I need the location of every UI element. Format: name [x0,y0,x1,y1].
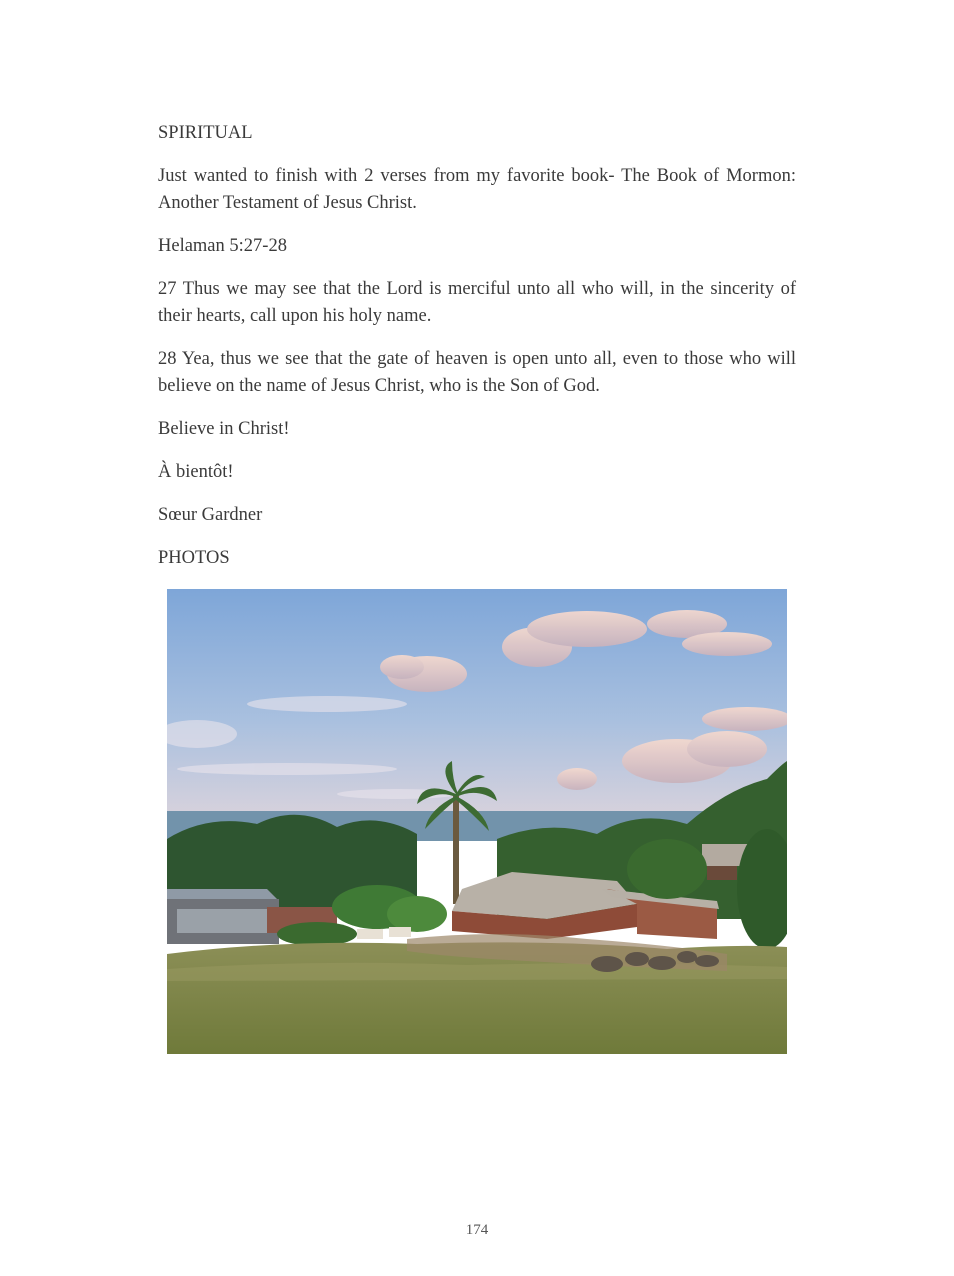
scripture-reference: Helaman 5:27-28 [158,236,287,256]
signature: Sœur Gardner [158,505,263,525]
page-number: 174 [465,1222,489,1238]
photos-heading: PHOTOS [158,548,230,568]
verse-28: 28 Yea, thus we see that the gate of heaven is open unto all, even to those who will believe on the name of Jesus Christ, who is the Son of God. [158,349,796,396]
verse-27: 27 Thus we may see that the Lord is merciful unto all who will, in the sincerity of their hearts, call upon his holy name. [158,279,796,326]
section-heading: SPIRITUAL [158,123,253,143]
body-text [158,120,796,588]
closing-line-1: Believe in Christ! [158,419,290,439]
landscape-photo [167,589,787,1054]
intro-paragraph: Just wanted to finish with 2 verses from my favorite book- The Book of Mormon: Another Testament of Jesus Christ. [158,166,796,213]
closing-line-2: À bientôt! [158,462,234,482]
